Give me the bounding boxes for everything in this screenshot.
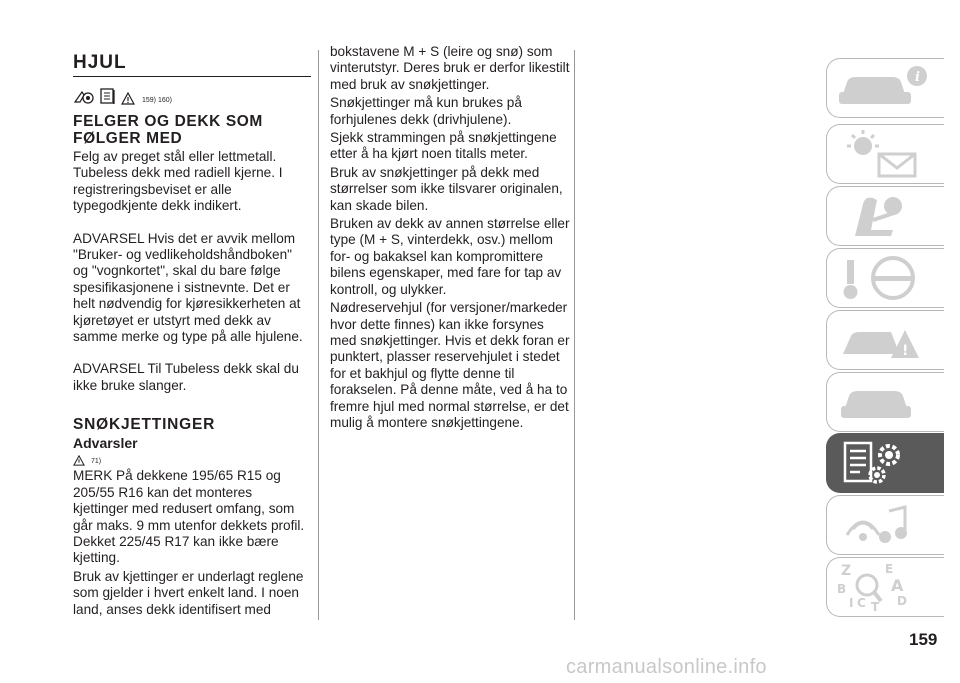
key-steering-wheel-icon <box>833 252 933 304</box>
warning-paragraph: ADVARSEL Til Tubeless dekk skal du ikke bruke slanger. <box>73 361 299 393</box>
specs-gears-icon <box>833 437 933 489</box>
section-title-snow-chains: SNØKJETTINGER <box>73 416 216 434</box>
paragraph: Bruk av kjettinger er underlagt reglene som gjelder i hvert enkelt land. I noen land, anses dekk identifisert med <box>73 568 304 617</box>
paragraph: Nødreservehjul (for versjoner/markeder hvor dette finnes) kan ikke forsynes med snøkjettinger. Hvis et dekk foran er punktert, plasser reservehjulet i stedet for et bakhjul og flytte denne til forakselen. På denne måte, ved å ha to fremre hjul med normal størrelse, er det mulig å montere snøkjettingene. <box>330 300 570 430</box>
svg-text:!: ! <box>902 343 909 359</box>
tab-lights-messages[interactable] <box>826 124 944 184</box>
tab-safety[interactable] <box>826 186 944 246</box>
watermark: carmanualsonline.info <box>566 656 767 678</box>
paragraph: MERK På dekkene 195/65 R15 og 205/55 R16 kan det monteres kjettinger med redusert omfang, som går maks. 9 mm utenfor dekkets profil. Dekket 225/45 R17 kan ikke bære kjetting. <box>73 468 305 566</box>
svg-text:D: D <box>897 594 907 608</box>
paragraph: Bruk av snøkjettinger på dekk med størrelser som ikke tilsvarer originalen, kan skade bilen. <box>330 164 563 213</box>
column-divider <box>574 50 575 620</box>
alphabet-index-icon <box>833 561 933 613</box>
car-service-icon <box>833 376 933 428</box>
tab-maintenance[interactable] <box>826 372 944 432</box>
svg-text:Z: Z <box>841 563 852 579</box>
tab-multimedia[interactable] <box>826 495 944 555</box>
warning-ref <box>73 453 308 466</box>
chapter-tabs <box>826 0 944 683</box>
paragraph: Felg av preget stål eller lettmetall. Tubeless dekk med radiell kjerne. I registreringsbeviset er alle typegodkjente dekk indikert. <box>73 149 283 214</box>
paragraph: Snøkjettinger må kun brukes på forhjulenes dekk (drivhjulene). <box>330 95 522 127</box>
media-music-icon <box>833 499 933 551</box>
tab-technical-data[interactable] <box>826 433 944 493</box>
svg-text:C: C <box>857 596 866 610</box>
svg-text:A: A <box>891 576 904 595</box>
paragraph: Sjekk strammingen på snøkjettingene etter å ha kjørt noen titalls meter. <box>330 130 557 162</box>
warning-triangle-icon <box>121 92 135 105</box>
tab-index[interactable] <box>826 557 944 617</box>
column-middle <box>330 44 570 433</box>
svg-text:I: I <box>849 596 854 610</box>
svg-text:B: B <box>837 582 847 596</box>
tab-start-driving[interactable] <box>826 248 944 308</box>
manual-book-icon <box>99 87 117 105</box>
page-heading: HJUL <box>73 52 127 73</box>
page-number: 159 <box>909 630 938 649</box>
paragraph: bokstavene M + S (leire og snø) som vinterutstyr. Deres bruk er derfor likestilt med bruk av snøkjettinger. <box>330 44 570 92</box>
warning-triangle-icon <box>73 455 85 466</box>
paragraph: Bruken av dekk av annen størrelse eller type (M + S, vinterdekk, osv.) mellom for- og bakaksel kan kompromittere bilens egenskaper, med fare for tap av kontroll, og ulykker. <box>330 216 570 297</box>
svg-text:i: i <box>915 70 920 85</box>
lights-message-icon <box>833 128 933 180</box>
reference-number: 71) <box>91 458 102 466</box>
reference-icons <box>73 87 308 105</box>
car-info-icon <box>833 62 933 114</box>
reference-numbers: 159) 160) <box>142 97 172 104</box>
column-left <box>73 52 308 620</box>
seat-airbag-icon <box>833 190 933 242</box>
tab-car-info[interactable] <box>826 58 944 118</box>
tab-emergency[interactable] <box>826 310 944 370</box>
warning-crash-icon <box>833 314 933 366</box>
subsection-title: Advarsler <box>73 435 138 452</box>
heading-rule <box>73 76 311 77</box>
warning-paragraph: ADVARSEL Hvis det er avvik mellom "Bruker- og vedlikeholdshåndboken" og "vognkortet", skal du bare følge spesifikasjonene i sistnevnte. Det er helt nødvendig for kjøresikkerheten at kjøretøyet er utstyrt med dekk av samme merke og type på alle hjulene. <box>73 230 303 345</box>
tire-service-icon <box>73 89 95 105</box>
svg-text:T: T <box>871 600 880 613</box>
section-title-rims-tires: FELGER OG DEKK SOM FØLGER MED <box>73 113 263 147</box>
svg-text:E: E <box>885 562 894 576</box>
column-divider <box>318 50 319 620</box>
